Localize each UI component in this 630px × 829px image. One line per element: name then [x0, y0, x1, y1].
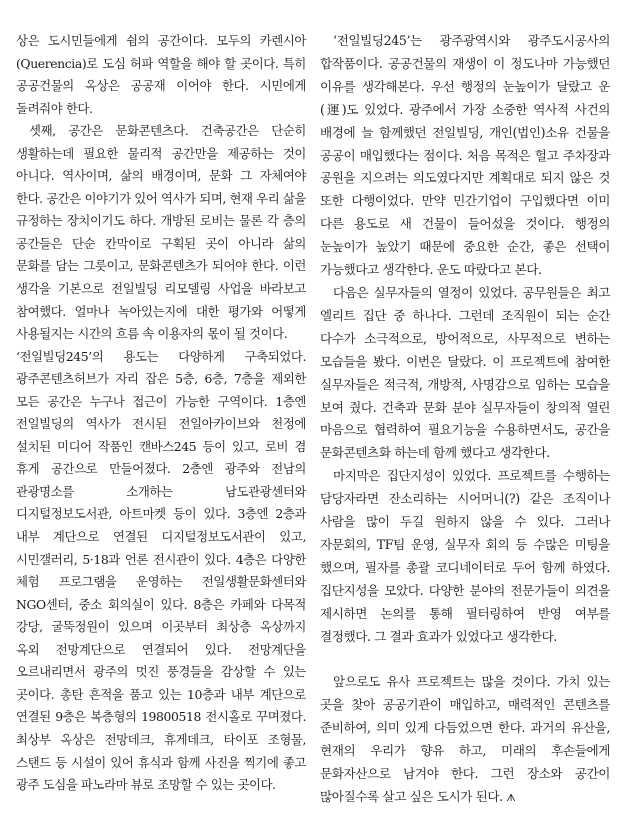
- paragraph-gap: [320, 648, 610, 671]
- paragraph-building-uses: ‘전일빌딩245’의 용도는 다양하게 구축되었다. 광주콘텐츠허브가 자리 잡은 5층, 6층, 7층을 제외한 모든 공간은 누구나 접근이 가능한 구역이다. 1층엔 전일빌딩의 역사가 전시된 전일아카이브와 천정에 설치된 미디어 작품인 캔바스245 등이 있고, 로비 겸 휴게 공간으로 만들어졌다. 2층엔 광주와 전남의 관광명소를 소개하는 남도관광센터와 디지털정보도서관, 아트마켓 등이 있다. 3층엔 2층과 내부 계단으로 연결된 디지털정보도서관이 있고, 시민갤러리, 5·18과 언론 전시관이 있다. 4층은 다양한 체험 프로그램을 운영하는 전일생활문화센터와 NGO센터, 중소 회의실이 있다. 8층은 카페와 다목적 강당, 굴뚝정원이 있으며 이곳부터 최상층 옥상까지 옥외 전망계단으로 연결되어 있다. 전망계단을 오르내리면서 광주의 멋진 풍경들을 감상할 수 있는 곳이다. 총탄 흔적을 품고 있는 10층과 내부 계단으로 연결된 9층은 복층형의 19800518 전시홀로 꾸며졌다. 최상부 옥상은 전망데크, 휴게데크, 타이포 조형물, 스탠드 등 시설이 있어 휴식과 함께 사진을 찍기에 좋고 광주 도심을 파노라마 뷰로 조망할 수 있는 곳이다.: [16, 348, 306, 793]
- paragraph-rooftop-continued: 상은 도시민들에게 쉼의 공간이다. 모두의 카렌시아(Querencia)로 도심 허파 역할을 해야 할 곳이다. 특히 공공건물의 옥상은 공공재 이어야 한다. 시민에게 돌려줘야 한다.: [16, 33, 306, 116]
- paragraph-joint-project: ‘전일빌딩245’는 광주광역시와 광주도시공사의 합작품이다. 공공건물의 재생이 이 정도나마 가능했던 이유를 생각해본다. 우선 행정의 눈높이가 달랐고 운(運)도 있었다. 광주에서 가장 소중한 역사적 사건의 배경에 늘 함께했던 전일빌딩, 개인(법인)소유 건물을 공공이 매입했다는 점이다. 처음 목적은 헐고 주차장과 공원을 지으려는 의도였다지만 계획대로 되지 않은 것 또한 다행이었다. 만약 민간기업이 구입했다면 이미 다른 용도로 새 건물이 들어섰을 것이다. 행정의 눈높이가 높았기 때문에 중요한 순간, 좋은 선택이 가능했다고 생각한다. 운도 따랐다고 본다.: [320, 33, 610, 278]
- left-column: [16, 30, 306, 797]
- right-column: [320, 30, 610, 811]
- paragraph-practitioners-passion: 다음은 실무자들의 열정이 있었다. 공무원들은 최고 엘리트 집단 중 하나다. 그런데 조직원이 되는 순간 다수가 소극적으로, 방어적으로, 사무적으로 변하는 모습들을 봤다. 이번은 달랐다. 이 프로젝트에 참여한 실무자들은 적극적, 개방적, 사명감으로 임하는 모습을 보여 줬다. 건축과 문화 분야 실무자들이 창의적 열린 마음으로 협력하여 필요기능을 수용하면서도, 공간을 문화콘텐츠화 하는데 함께 했다고 생각한다.: [320, 284, 610, 461]
- end-mark: ᗑ: [506, 793, 516, 804]
- conclusion-text: 앞으로도 유사 프로젝트는 많을 것이다. 가치 있는 곳을 찾아 공공기관이 매입하고, 매력적인 콘텐츠를 준비하여, 의미 있게 다듬었으면 한다. 과거의 유산을, 현재의 우리가 향유 하고, 미래의 후손들에게 문화자산으로 남겨야 한다. 그런 장소와 공간이 많아질수록 살고 싶은 도시가 된다.: [320, 674, 610, 804]
- paragraph-conclusion: [320, 671, 610, 810]
- paragraph-space-as-content: 셋째, 공간은 문화콘텐츠다. 건축공간은 단순히 생활하는데 필요한 물리적 공간만을 제공하는 것이 아니다. 역사이며, 삶의 배경이며, 문화 그 자체여야 한다. 공간은 이야기가 있어 역사가 되며, 현재 우리 삶을 규정하는 장치이기도 하다. 개방된 로비는 물론 각 층의 공간들은 단순 칸막이로 구획된 곳이 아니라 삶의 문화를 담는 그릇이고, 문화콘텐츠가 되어야 한다. 이런 생각을 기본으로 전일빌딩 리모델링 사업을 바라보고 참여했다. 얼마나 녹아있는지에 대한 평가와 어떻게 사용될지는 시간의 흐름 속 이용자의 몫이 될 것이다.: [16, 123, 306, 342]
- paragraph-collective-intelligence: 마지막은 집단지성이 있었다. 프로젝트를 수행하는 담당자라면 잔소리하는 시어머니(?) 같은 조직이나 사람을 많이 두길 원하지 않을 수 있다. 그러나 자문회의, TF팀 운영, 실무자 회의 등 수많은 미팅을 했으며, 필자를 총괄 코디네이터로 두어 함께 하였다. 집단지성을 모았다. 다양한 분야의 전문가들이 의견을 제시하면 논의를 통해 필터링하여 반영 여부를 결정했다. 그 결과 효과가 있었다고 생각한다.: [320, 468, 610, 644]
